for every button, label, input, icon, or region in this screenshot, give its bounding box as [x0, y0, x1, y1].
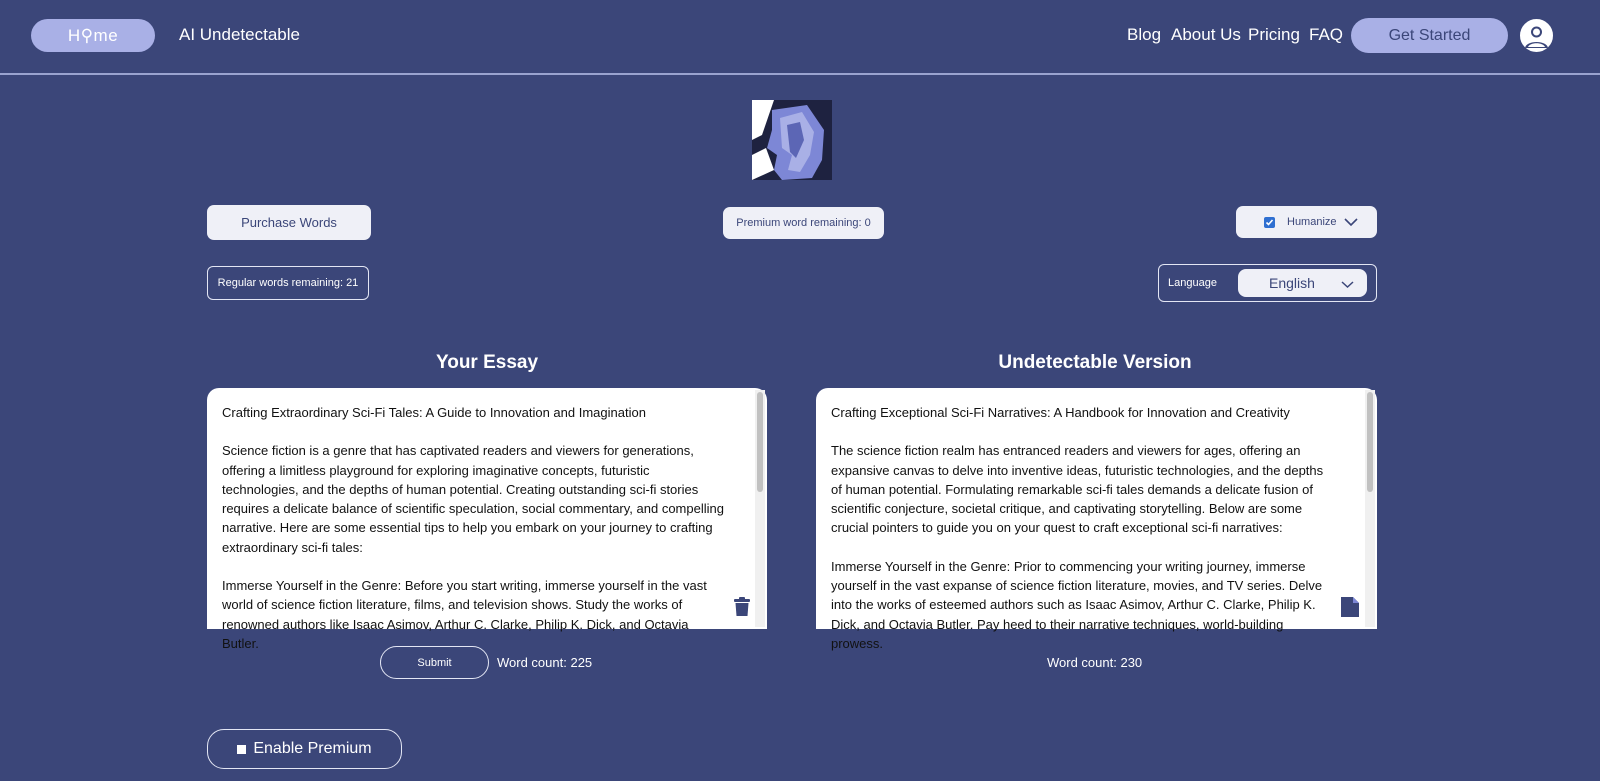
essay-paragraph: Immerse Yourself in the Genre: Before you start writing, immerse yourself in the vast world of science fiction literature, films, and television shows. Study the works of renowned authors like Isaac Asimov, Arthur C. Clarke, Philip K. Dick, and Octavia Butler.: [222, 578, 707, 651]
undetectable-paragraph: The science fiction realm has entranced readers and viewers for ages, offering an expansive canvas to delve into inventive ideas, futuristic technologies, and the depths of human potential. Formulating remarkable sci-fi tales demands a delicate fusion of scientific conjecture, societal critique, and captivating storytelling. Below are some crucial pointers to guide you on your quest to craft exceptional sci-fi narratives:: [831, 443, 1324, 536]
humanize-checkbox[interactable]: [1264, 217, 1275, 228]
chevron-down-icon[interactable]: [1344, 217, 1358, 230]
purchase-words-button[interactable]: Purchase Words: [207, 205, 371, 240]
undetectable-scrollbar[interactable]: [1365, 390, 1375, 627]
nav-about-us[interactable]: About Us: [1171, 25, 1241, 44]
language-picker: [1158, 264, 1377, 302]
get-started-button[interactable]: Get Started: [1351, 18, 1508, 53]
nav-blog[interactable]: Blog: [1127, 25, 1162, 44]
regular-words-remaining: Regular words remaining: 21: [207, 266, 369, 300]
essay-paragraph: Crafting Extraordinary Sci-Fi Tales: A Guide to Innovation and Imagination: [222, 405, 646, 420]
undetectable-textarea[interactable]: [816, 388, 1377, 651]
essay-title: Your Essay: [435, 352, 539, 373]
home-button[interactable]: H⚲me: [31, 19, 155, 52]
app-logo: [752, 100, 832, 180]
essay-scrollbar[interactable]: [755, 390, 765, 627]
nav-pricing[interactable]: Pricing: [1248, 25, 1300, 44]
user-avatar-icon[interactable]: [1520, 19, 1553, 52]
language-select[interactable]: [1238, 269, 1367, 297]
essay-word-count: Word count: 225: [497, 655, 593, 670]
essay-paragraph: Science fiction is a genre that has captivated readers and viewers for generations, offering a limitless playground for exploring imaginative concepts, futuristic technologies, and the depths of human potential. Creating outstanding sci-fi stories requires a delicate balance of scientific speculation, social commentary, and compelling narrative. Here are some essential tips to help you embark on your journey to crafting extraordinary sci-fi tales:: [222, 443, 724, 555]
essay-textarea[interactable]: [207, 388, 767, 651]
humanize-toggle[interactable]: [1236, 206, 1377, 238]
nav-faq[interactable]: FAQ: [1309, 25, 1344, 44]
copy-document-icon[interactable]: [1340, 596, 1360, 623]
submit-button[interactable]: Submit: [380, 646, 489, 679]
humanize-label: Humanize: [1287, 216, 1337, 228]
undetectable-paragraph: Immerse Yourself in the Genre: Prior to commencing your writing journey, immerse yourself in the vast expanse of science fiction literature, movies, and TV series. Delve into the works of esteemed authors such as Isaac Asimov, Arthur C. Clarke, Philip K. Dick, and Octavia Butler. Pay heed to their narrative techniques, world-building prowess.: [831, 558, 1323, 651]
enable-premium-label: Enable Premium: [253, 740, 372, 757]
language-label: Language: [1168, 277, 1217, 289]
brand-name[interactable]: AI Undetectable: [179, 25, 300, 44]
premium-words-remaining: Premium word remaining: 0: [723, 207, 884, 239]
language-value: English: [1269, 275, 1315, 291]
enable-premium-checkbox[interactable]: [237, 745, 246, 754]
top-header: [0, 0, 1600, 75]
undetectable-title: Undetectable Version: [998, 352, 1192, 373]
undetectable-paragraph: Crafting Exceptional Sci-Fi Narratives: A Handbook for Innovation and Creativity: [831, 405, 1290, 420]
trash-icon[interactable]: [733, 597, 751, 622]
undetectable-word-count: Word count: 230: [1047, 655, 1143, 670]
chevron-down-icon: [1341, 276, 1354, 292]
enable-premium-button[interactable]: [207, 729, 402, 769]
